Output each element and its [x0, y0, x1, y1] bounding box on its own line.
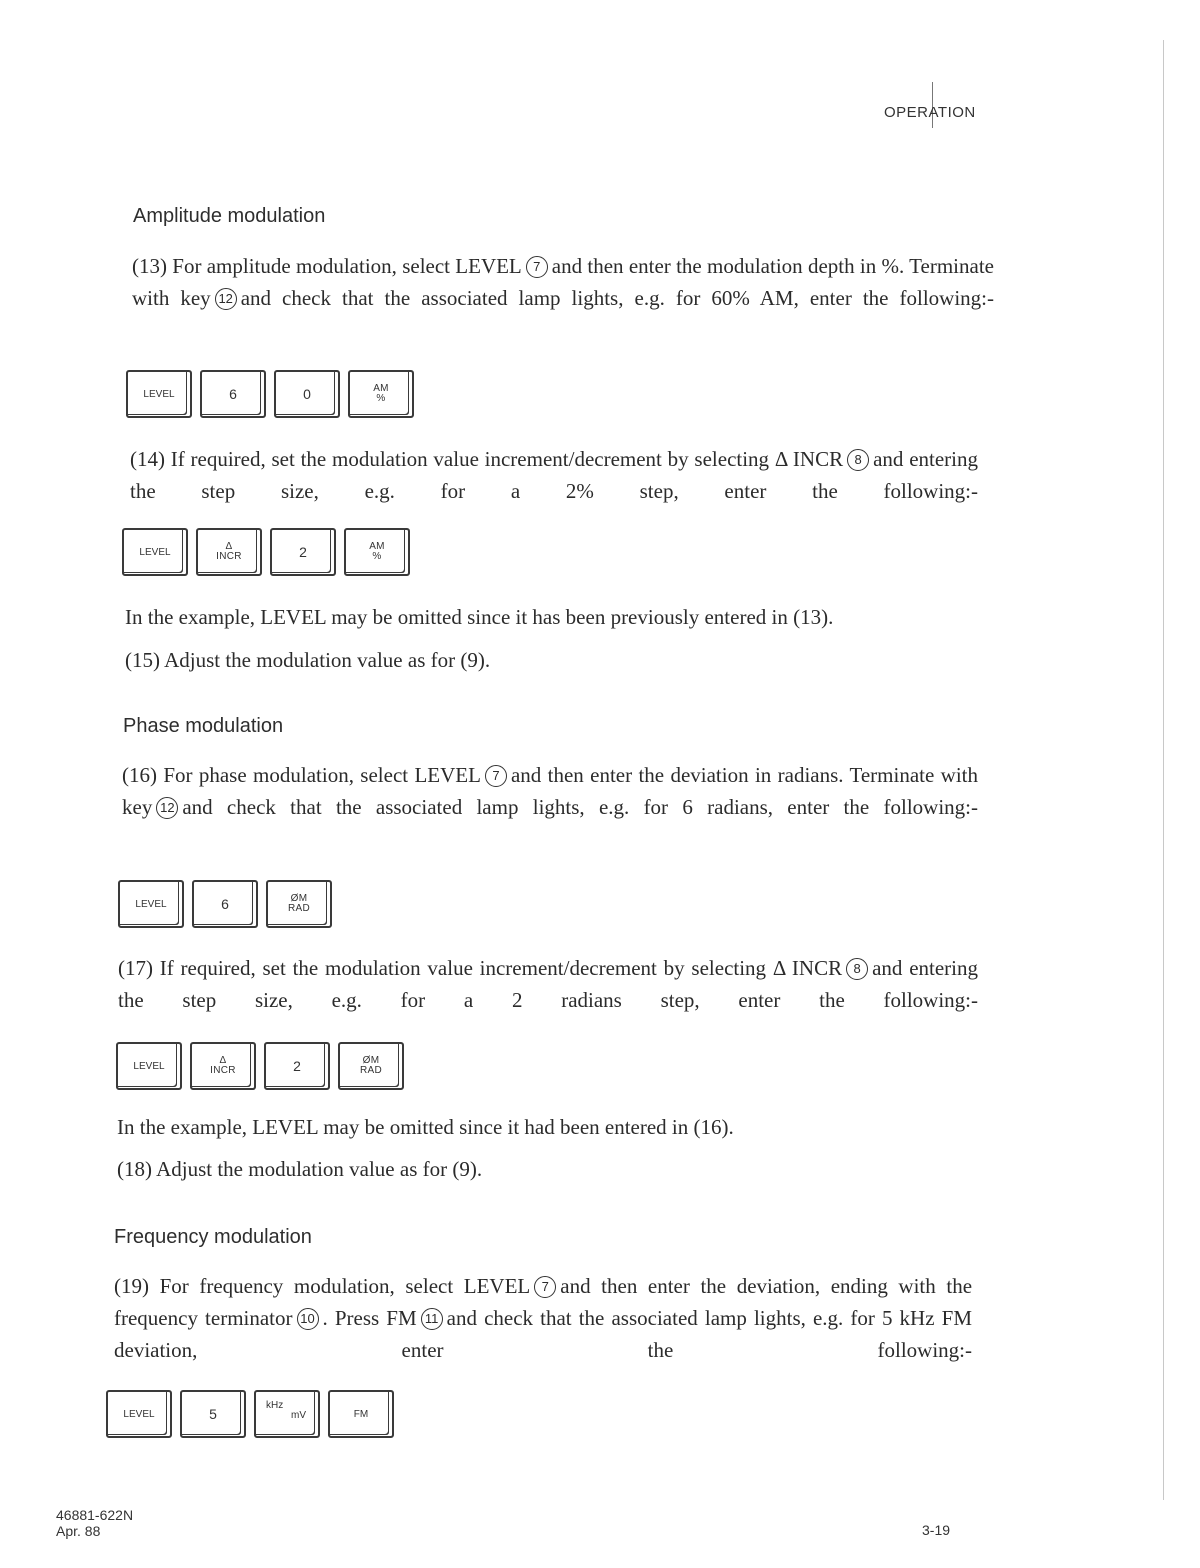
- heading-frequency-modulation: Frequency modulation: [114, 1226, 312, 1248]
- key-ref-12: 12: [215, 288, 237, 310]
- paragraph-13: (13) For amplitude modulation, select LEVEL 7 and then enter the modulation depth in %. Terminate with key 12 and check that the associated lamp lights, e.g. for 60% AM, enter the following:-: [132, 254, 995, 310]
- phase-rad-key: ØM RAD: [338, 1042, 404, 1090]
- key-ref-10: 10: [297, 1308, 319, 1330]
- doc-date: Apr. 88: [56, 1523, 101, 1539]
- key-ref-8: 8: [847, 449, 869, 471]
- am-percent-key: AM %: [344, 528, 410, 576]
- heading-phase-modulation: Phase modulation: [123, 715, 284, 737]
- khz-mv-key: kHz mV: [254, 1390, 320, 1438]
- key-ref-7: 7: [526, 256, 548, 278]
- key-ref-11: 11: [421, 1308, 443, 1330]
- key-ref-12: 12: [156, 797, 178, 819]
- paragraph-17: (17) If required, set the modulation value increment/decrement by selecting Δ INCR 8 and entering the step size, e.g. for a 2 radians step, enter the following:-: [118, 956, 978, 1012]
- digit-6-key: 6: [192, 880, 258, 928]
- level-key: LEVEL: [118, 880, 184, 928]
- heading-amplitude-modulation: Amplitude modulation: [133, 205, 326, 227]
- phase-rad-key: ØM RAD: [266, 880, 332, 928]
- delta-incr-key: Δ INCR: [190, 1042, 256, 1090]
- paragraph-16: (16) For phase modulation, select LEVEL 7 and then enter the deviation in radians. Terminate with key 12 and check that the associated lamp lights, e.g. for 6 radians, enter the following:-: [122, 763, 979, 819]
- level-key: LEVEL: [116, 1042, 182, 1090]
- page-edge-mark: [1163, 40, 1164, 1500]
- key-ref-7: 7: [534, 1276, 556, 1298]
- key-sequence-fm-5khz: [106, 1390, 394, 1438]
- fm-key: FM: [328, 1390, 394, 1438]
- paragraph-14: (14) If required, set the modulation value increment/decrement by selecting Δ INCR 8 and entering the step size, e.g. for a 2% step, enter the following:-: [130, 447, 978, 503]
- paragraph-15: (15) Adjust the modulation value as for (9).: [125, 648, 491, 672]
- digit-6-key: 6: [200, 370, 266, 418]
- section-header: OPERATION: [884, 104, 976, 121]
- key-sequence-pm-incr: [116, 1042, 404, 1090]
- am-percent-key: AM %: [348, 370, 414, 418]
- paragraph-18: (18) Adjust the modulation value as for (9).: [117, 1157, 483, 1181]
- level-key: LEVEL: [122, 528, 188, 576]
- digit-5-key: 5: [180, 1390, 246, 1438]
- key-sequence-am-60: [126, 370, 414, 418]
- level-key: LEVEL: [126, 370, 192, 418]
- level-key: LEVEL: [106, 1390, 172, 1438]
- digit-2-key: 2: [264, 1042, 330, 1090]
- footer-doc-info: [56, 1507, 133, 1539]
- delta-incr-key: Δ INCR: [196, 528, 262, 576]
- key-sequence-pm-6: [118, 880, 332, 928]
- key-ref-7: 7: [485, 765, 507, 787]
- digit-2-key: 2: [270, 528, 336, 576]
- page-number: 3-19: [922, 1522, 951, 1538]
- key-sequence-am-incr: [122, 528, 410, 576]
- paragraph-19: (19) For frequency modulation, select LEVEL 7 and then enter the deviation, ending with the frequency terminator 10 . Press FM 11 and check that the associated lamp lights, e.g. for 5 kHz FM deviation, enter the following:-: [114, 1274, 973, 1362]
- doc-number: 46881-622N: [56, 1507, 134, 1523]
- note-amplitude: In the example, LEVEL may be omitted since it has been previously entered in (13).: [125, 605, 834, 629]
- key-ref-8: 8: [846, 958, 868, 980]
- digit-0-key: 0: [274, 370, 340, 418]
- note-phase: In the example, LEVEL may be omitted since it had been entered in (16).: [117, 1115, 734, 1139]
